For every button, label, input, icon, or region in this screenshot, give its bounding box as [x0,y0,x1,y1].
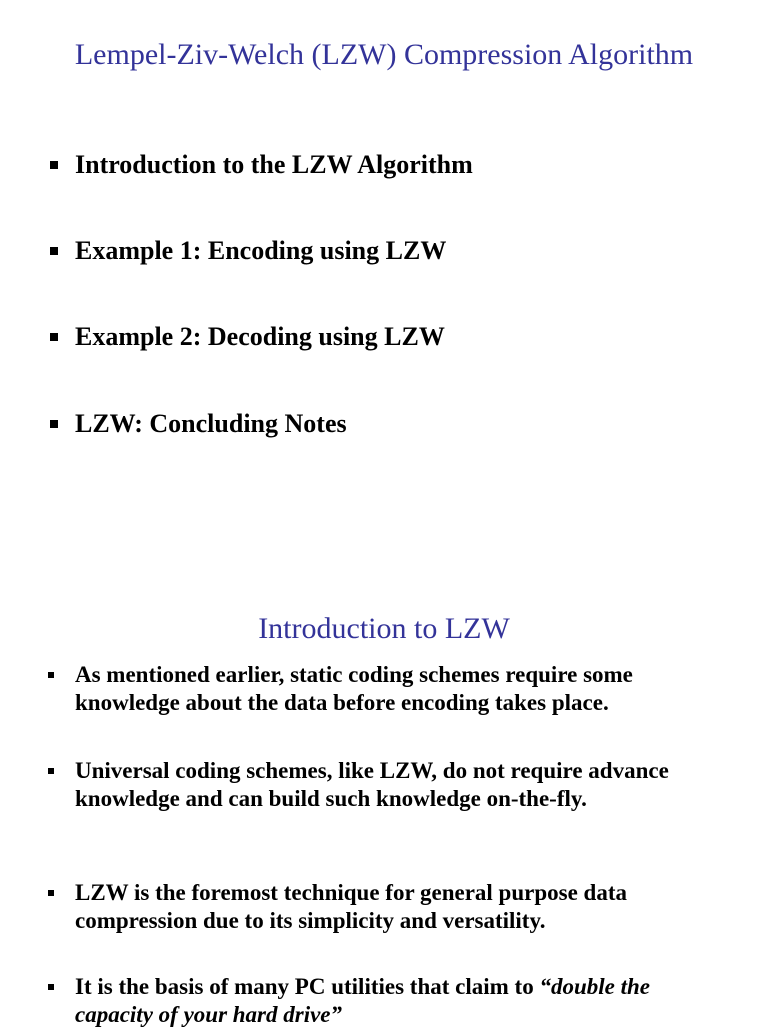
bullet-square-icon [48,890,54,896]
list-item-text: Universal coding schemes, like LZW, do not require advance knowledge and can build such knowledge on-the-fly. [75,758,669,811]
slide-introduction [0,600,768,1027]
list-item-text: Example 1: Encoding using LZW [75,236,447,265]
list-item-text: As mentioned earlier, static coding schemes require some knowledge about the data before encoding takes place. [75,662,633,715]
slide-title: Introduction to LZW [258,612,510,645]
bullet-square-icon [50,333,58,341]
list-item-text: LZW is the foremost technique for general purpose data compression due to its simplicity and versatility. [75,880,627,933]
list-item-text: Example 2: Decoding using LZW [75,322,445,351]
list-item-text-plain: It is the basis of many PC utilities that claim to [75,974,540,999]
list-item-text: Introduction to the LZW Algorithm [75,150,473,179]
bullet-square-icon [50,420,58,428]
bullet-square-icon [48,672,54,678]
list-item-text: LZW: Concluding Notes [75,409,347,438]
bullet-square-icon [50,247,58,255]
bullet-square-icon [48,768,54,774]
list-item-text [75,973,725,1029]
slide-contents [0,0,768,512]
bullet-square-icon [50,161,58,169]
list-item-quote: “double the capacity of your hard drive” [75,974,650,1027]
bullet-square-icon [48,984,54,990]
slide-title: Lempel-Ziv-Welch (LZW) Compression Algorithm [74,38,694,71]
